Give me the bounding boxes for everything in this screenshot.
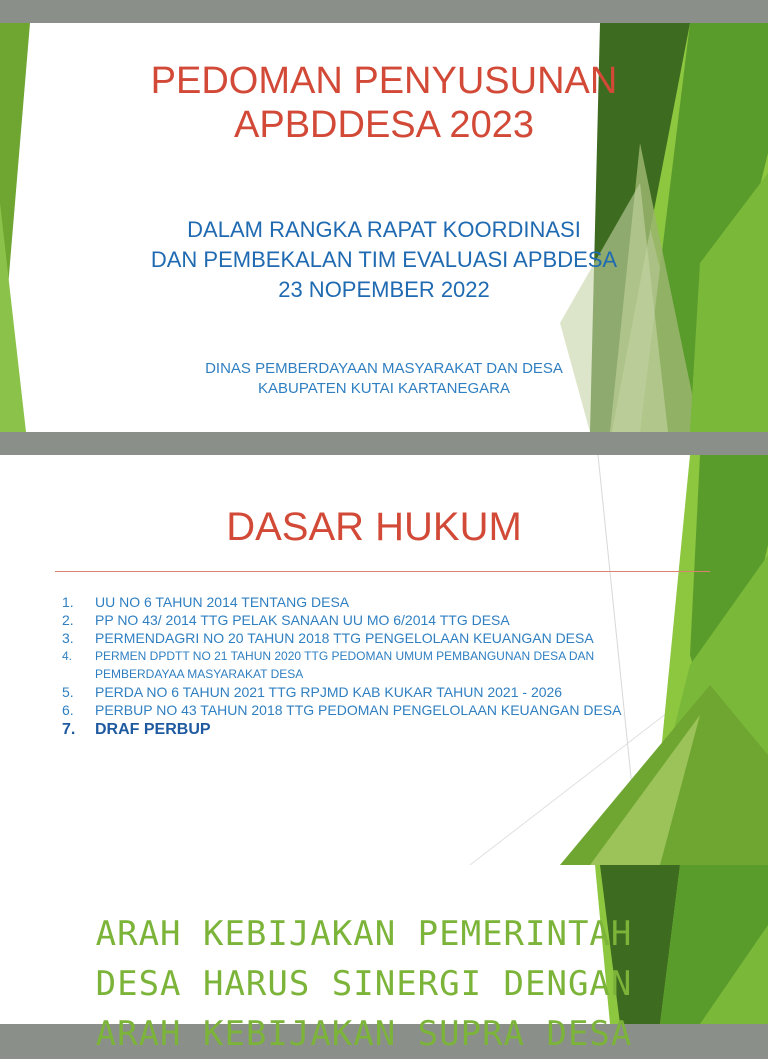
section-title: DASAR HUKUM	[226, 505, 522, 549]
org-line-1: DINAS PEMBERDAYAAN MASYARAKAT DAN DESA	[205, 360, 563, 377]
title-line-2: DESA HARUS SINERGI DENGAN	[95, 964, 633, 1004]
item-text: PP NO 43/ 2014 TTG PELAK SANAAN UU MO 6/2014 TTG DESA	[95, 612, 510, 628]
section-title	[0, 909, 768, 1059]
subtitle-line-2: DAN PEMBEKALAN TIM EVALUASI APBDESA	[150, 247, 618, 272]
item-number: 3.	[62, 630, 74, 646]
item-text: PERBUP NO 43 TAHUN 2018 TTG PEDOMAN PENGELOLAAN KEUANGAN DESA	[95, 702, 622, 718]
list-item	[62, 593, 621, 611]
legal-basis-list	[62, 593, 621, 739]
organization	[0, 359, 768, 399]
title-divider	[55, 571, 710, 572]
item-number: 7.	[62, 721, 76, 738]
org-line-2: KABUPATEN KUTAI KARTANEGARA	[258, 380, 510, 397]
item-text: UU NO 6 TAHUN 2014 TENTANG DESA	[95, 594, 350, 610]
list-item	[62, 629, 621, 647]
page-title	[0, 59, 768, 147]
subtitle	[0, 215, 768, 305]
item-number: 1.	[62, 594, 74, 610]
item-text: DRAF PERBUP	[95, 721, 211, 738]
slide-policy-direction	[0, 865, 768, 1054]
subtitle-line-3: 23 NOPEMBER 2022	[278, 277, 490, 302]
item-number: 4.	[62, 649, 73, 663]
list-item	[62, 683, 621, 701]
item-number: 5.	[62, 684, 74, 700]
item-text: PERMEN DPDTT NO 21 TAHUN 2020 TTG PEDOMAN UMUM PEMBANGUNAN DESA DAN	[95, 649, 595, 663]
list-item-continuation	[62, 665, 621, 683]
item-text: PERMENDAGRI NO 20 TAHUN 2018 TTG PENGELOLAAN KEUANGAN DESA	[95, 630, 594, 646]
list-item	[62, 701, 621, 719]
list-item	[62, 611, 621, 629]
list-item	[62, 647, 621, 665]
slide-legal-basis	[0, 455, 768, 865]
title-line-1: PEDOMAN PENYUSUNAN	[150, 60, 618, 102]
item-number: 6.	[62, 702, 74, 718]
list-item	[62, 721, 621, 739]
item-number: 2.	[62, 612, 74, 628]
title-line-3: ARAH KEBIJAKAN SUPRA DESA	[95, 1014, 633, 1054]
slide-title	[0, 23, 768, 432]
subtitle-line-1: DALAM RANGKA RAPAT KOORDINASI	[187, 217, 581, 242]
item-text: PERDA NO 6 TAHUN 2021 TTG RPJMD KAB KUKAR TAHUN 2021 - 2026	[95, 684, 563, 700]
item-text: PEMBERDAYAA MASYARAKAT DESA	[95, 667, 304, 681]
title-line-2: APBDDESA 2023	[234, 104, 534, 146]
title-line-1: ARAH KEBIJAKAN PEMERINTAH	[95, 914, 633, 954]
